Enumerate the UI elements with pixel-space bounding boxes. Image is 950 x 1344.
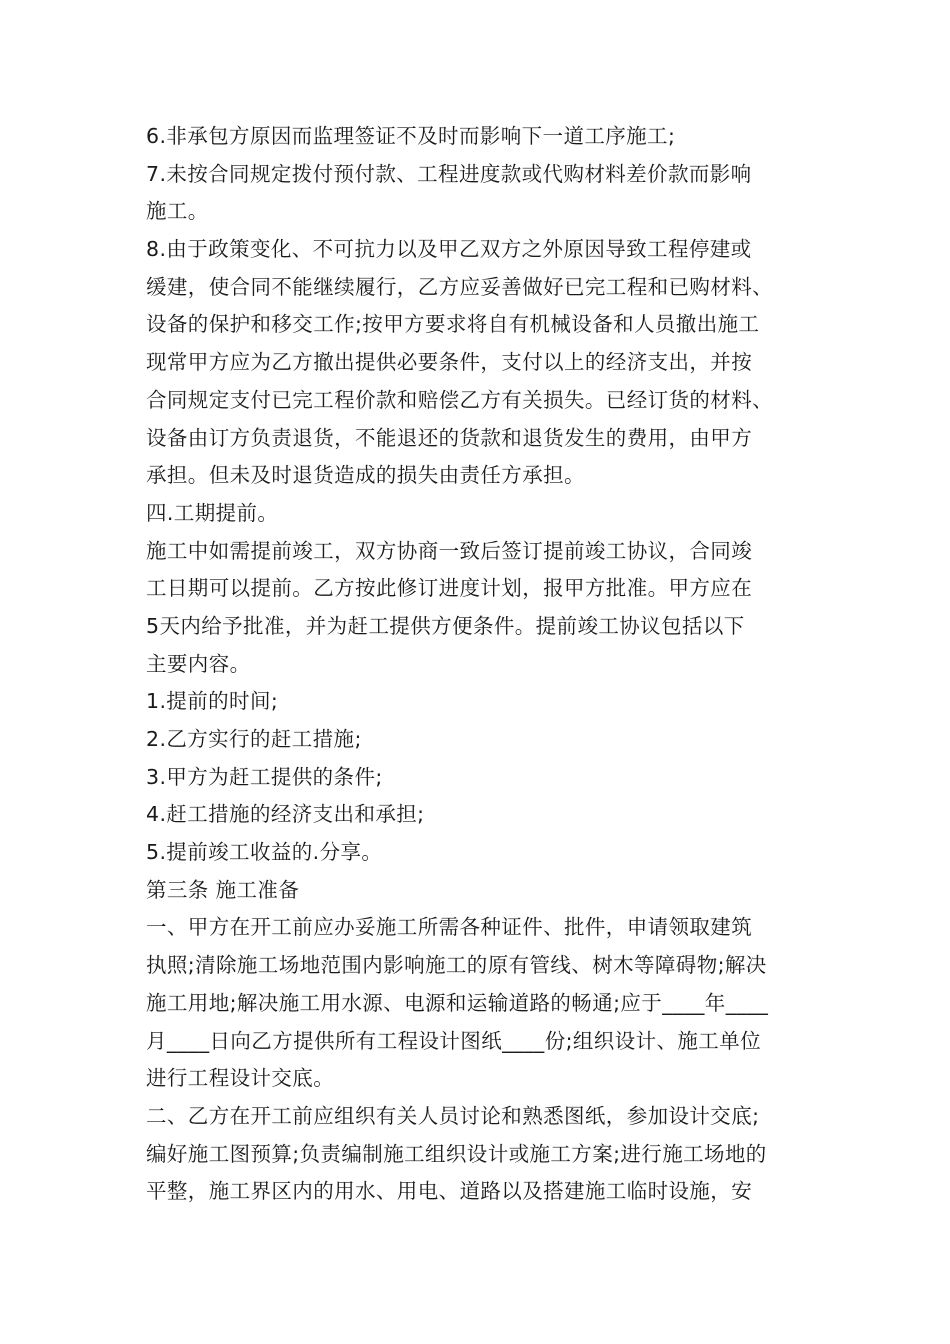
- document-body: [146, 118, 836, 1211]
- text-line: 承担。但未及时退货造成的损失由责任方承担。: [146, 463, 585, 488]
- text-line: 一、甲方在开工前应办妥施工所需各种证件、批件，申请领取建筑: [146, 915, 753, 940]
- article-heading: 第三条 施工准备: [146, 877, 300, 902]
- text-line: 施工用地;解决施工用水源、电源和运输道路的畅通;应于____年____: [146, 990, 769, 1015]
- list-item: 4.赶工措施的经济支出和承担;: [146, 802, 425, 827]
- text-line: 主要内容。: [146, 651, 251, 676]
- text-line: 8.由于政策变化、不可抗力以及甲乙双方之外原因导致工程停建或: [146, 237, 752, 262]
- text-line: 设备的保护和移交工作;按甲方要求将自有机械设备和人员撤出施工: [146, 312, 760, 337]
- text-line: 进行工程设计交底。: [146, 1066, 335, 1091]
- text-line: 二、乙方在开工前应组织有关人员讨论和熟悉图纸，参加设计交底;: [146, 1103, 760, 1128]
- text-line: 缓建，使合同不能继续履行，乙方应妥善做好已完工程和已购材料、: [146, 274, 773, 299]
- text-line: 编好施工图预算;负责编制施工组织设计或施工方案;进行施工场地的: [146, 1141, 767, 1166]
- text-line: 5天内给予批准，并为赶工提供方便条件。提前竣工协议包括以下: [146, 613, 745, 638]
- text-line: 工日期可以提前。乙方按此修订进度计划，报甲方批准。甲方应在: [146, 576, 753, 601]
- list-item: 2.乙方实行的赶工措施;: [146, 727, 362, 751]
- text-line: 6.非承包方原因而监理签证不及时而影响下一道工序施工;: [146, 124, 676, 148]
- list-item: 1.提前的时间;: [146, 689, 279, 714]
- text-line: 设备由订方负责退货，不能退还的货款和退货发生的费用，由甲方: [146, 425, 753, 450]
- list-item: 5.提前竣工收益的.分享。: [146, 840, 383, 865]
- text-line: 平整，施工界区内的用水、用电、道路以及搭建施工临时设施，安: [146, 1179, 753, 1204]
- section-heading: 四.工期提前。: [146, 500, 279, 525]
- text-line: 合同规定支付已完工程价款和赔偿乙方有关损失。已经订货的材料、: [146, 387, 773, 412]
- text-line: 现常甲方应为乙方撤出提供必要条件，支付以上的经济支出，并按: [146, 350, 753, 375]
- list-item: 3.甲方为赶工提供的条件;: [146, 764, 383, 789]
- text-line: 执照;清除施工场地范围内影响施工的原有管线、树木等障碍物;解决: [146, 953, 767, 978]
- text-line: 施工。: [146, 199, 209, 224]
- text-line: 7.未按合同规定拨付预付款、工程进度款或代购材料差价款而影响: [146, 161, 752, 186]
- text-line: 施工中如需提前竣工，双方协商一致后签订提前竣工协议，合同竣: [146, 538, 753, 563]
- text-line: 月____日向乙方提供所有工程设计图纸____份;组织设计、施工单位: [146, 1028, 762, 1053]
